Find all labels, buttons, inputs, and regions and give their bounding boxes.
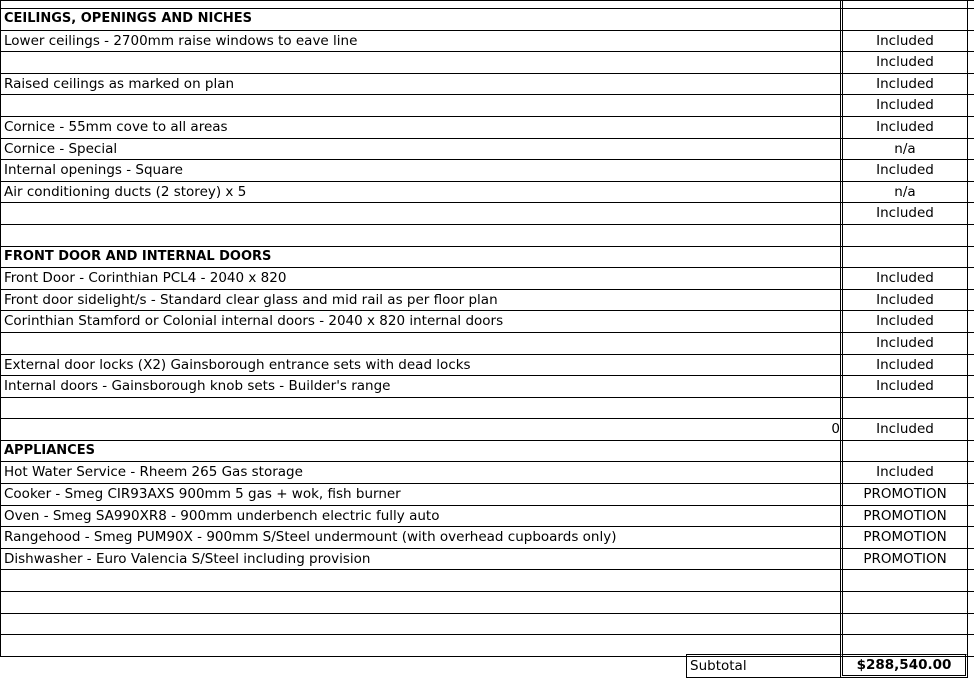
table-row: [0, 549, 974, 571]
subtotal-row: [0, 654, 974, 678]
spec-rows: [0, 9, 974, 657]
section-title: FRONT DOOR AND INTERNAL DOORS: [0, 247, 838, 268]
item-status: Included: [840, 462, 968, 483]
item-description: [0, 570, 838, 591]
item-status: [840, 225, 968, 246]
table-row: [0, 311, 974, 333]
table-row: [0, 333, 974, 355]
table-row: [0, 117, 974, 139]
item-status: [840, 441, 968, 462]
table-row: [0, 52, 974, 74]
section-title: CEILINGS, OPENINGS AND NICHES: [0, 9, 838, 30]
item-description: Hot Water Service - Rheem 265 Gas storage: [0, 462, 838, 483]
item-description: Cooker - Smeg CIR93AXS 900mm 5 gas + wok, fish burner: [0, 484, 838, 505]
table-row: [0, 355, 974, 377]
item-description: [0, 419, 838, 440]
item-description: Air conditioning ducts (2 storey) x 5: [0, 182, 838, 203]
table-row: [0, 506, 974, 528]
item-description: [0, 592, 838, 613]
item-description: Oven - Smeg SA990XR8 - 900mm underbench electric fully auto: [0, 506, 838, 527]
table-row: [0, 225, 974, 247]
table-row-top: [0, 0, 974, 9]
item-description: [0, 398, 838, 419]
item-description: [0, 52, 838, 73]
item-description: Front Door - Corinthian PCL4 - 2040 x 820: [0, 268, 838, 289]
item-number: 0: [831, 421, 840, 438]
table-row: [0, 290, 974, 312]
table-row: [0, 31, 974, 53]
item-description: Dishwasher - Euro Valencia S/Steel including provision: [0, 549, 838, 570]
item-status: PROMOTION: [840, 484, 968, 505]
item-status: [840, 614, 968, 635]
item-description: Front door sidelight/s - Standard clear glass and mid rail as per floor plan: [0, 290, 838, 311]
item-description: Lower ceilings - 2700mm raise windows to eave line: [0, 31, 838, 52]
item-status: [840, 398, 968, 419]
item-status: [840, 9, 968, 30]
desc-cell: [0, 1, 838, 8]
item-status: [840, 635, 968, 656]
section-header-row: [0, 441, 974, 463]
status-cell: [840, 1, 968, 8]
item-status: Included: [840, 52, 968, 73]
item-description: Cornice - Special: [0, 139, 838, 160]
item-status: n/a: [840, 182, 968, 203]
item-status: Included: [840, 333, 968, 354]
table-row: [0, 570, 974, 592]
item-status: PROMOTION: [840, 549, 968, 570]
item-status: Included: [840, 203, 968, 224]
item-status: PROMOTION: [840, 527, 968, 548]
table-row: [0, 484, 974, 506]
table-row: [0, 95, 974, 117]
item-status: n/a: [840, 139, 968, 160]
table-row: [0, 139, 974, 161]
table-row: [0, 419, 974, 441]
item-description: Internal openings - Square: [0, 160, 838, 181]
table-row: [0, 462, 974, 484]
item-status: Included: [840, 74, 968, 95]
table-row: [0, 376, 974, 398]
item-status: Included: [840, 376, 968, 397]
item-status: [840, 247, 968, 268]
item-status: Included: [840, 355, 968, 376]
item-description: Corinthian Stamford or Colonial internal doors - 2040 x 820 internal doors: [0, 311, 838, 332]
table-row: [0, 160, 974, 182]
table-row: [0, 203, 974, 225]
item-status: Included: [840, 268, 968, 289]
table-row: [0, 592, 974, 614]
item-description: [0, 203, 838, 224]
item-status: Included: [840, 160, 968, 181]
item-description: [0, 95, 838, 116]
item-description: [0, 614, 838, 635]
item-status: [840, 570, 968, 591]
item-description: Rangehood - Smeg PUM90X - 900mm S/Steel undermount (with overhead cupboards only): [0, 527, 838, 548]
item-status: Included: [840, 117, 968, 138]
section-header-row: [0, 247, 974, 269]
item-description: External door locks (X2) Gainsborough entrance sets with dead locks: [0, 355, 838, 376]
table-row: [0, 182, 974, 204]
item-status: [840, 592, 968, 613]
subtotal-value: $288,540.00: [840, 654, 968, 678]
table-row: [0, 614, 974, 636]
item-status: Included: [840, 31, 968, 52]
item-description: Cornice - 55mm cove to all areas: [0, 117, 838, 138]
item-description: Raised ceilings as marked on plan: [0, 74, 838, 95]
table-row: [0, 268, 974, 290]
table-row: [0, 398, 974, 420]
item-status: Included: [840, 95, 968, 116]
item-description: [0, 333, 838, 354]
item-status: Included: [840, 290, 968, 311]
item-description: [0, 225, 838, 246]
section-title: APPLIANCES: [0, 441, 838, 462]
item-description: [0, 635, 838, 656]
item-status: Included: [840, 311, 968, 332]
subtotal-label: Subtotal: [686, 654, 841, 678]
item-status: PROMOTION: [840, 506, 968, 527]
section-header-row: [0, 9, 974, 31]
item-status: Included: [840, 419, 968, 440]
table-row: [0, 527, 974, 549]
table-row: [0, 74, 974, 96]
item-description: Internal doors - Gainsborough knob sets - Builder's range: [0, 376, 838, 397]
